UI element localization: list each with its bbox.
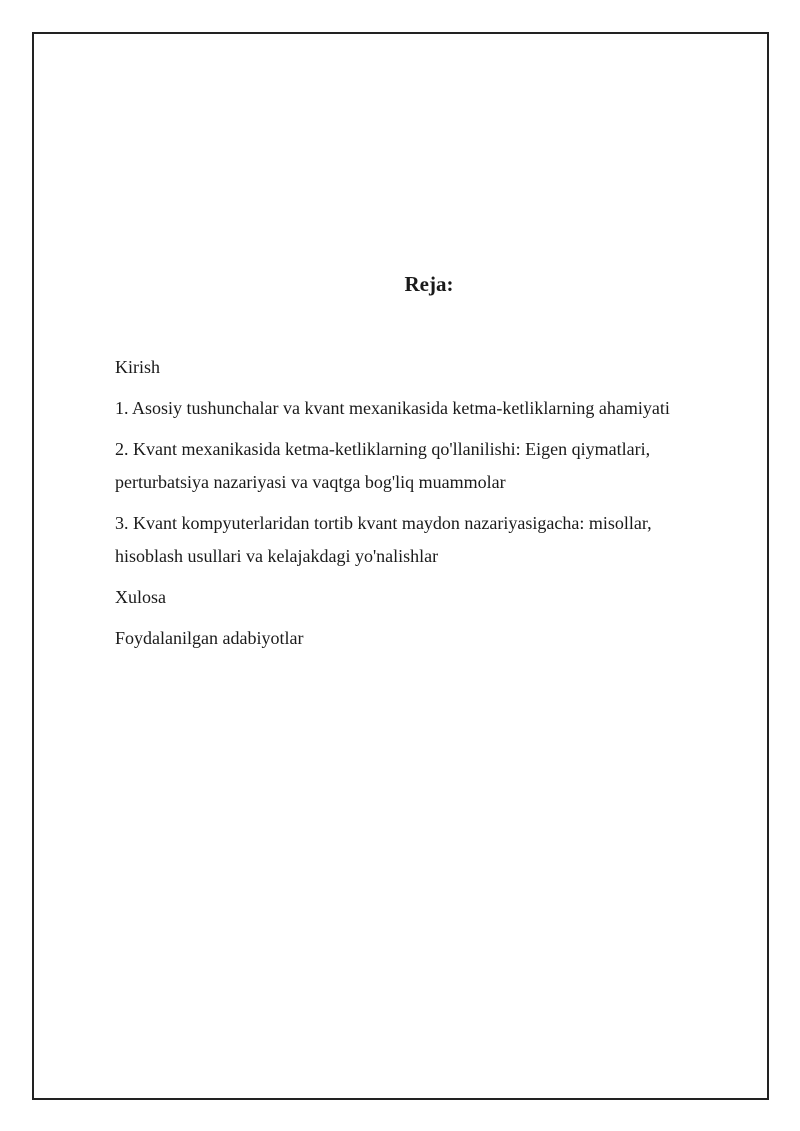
toc-item-introduction: Kirish — [115, 357, 160, 377]
page-title: Reja: — [404, 272, 454, 296]
toc-item-3: 3. Kvant kompyuterlaridan tortib kvant maydon nazariyasigacha: misollar, hisoblash usullari va kelajakdagi yo'nalishlar — [115, 513, 652, 566]
toc-item-1: 1. Asosiy tushunchalar va kvant mexanikasida ketma-ketliklarning ahamiyati — [115, 398, 670, 418]
table-of-contents — [115, 351, 715, 663]
toc-item-2: 2. Kvant mexanikasida ketma-ketliklarning qo'llanilishi: Eigen qiymatlari, perturbatsiya nazariyasi va vaqtga bog'liq muammolar — [115, 439, 651, 492]
toc-item-conclusion: Xulosa — [115, 587, 166, 607]
toc-item-references: Foydalanilgan adabiyotlar — [115, 628, 304, 648]
